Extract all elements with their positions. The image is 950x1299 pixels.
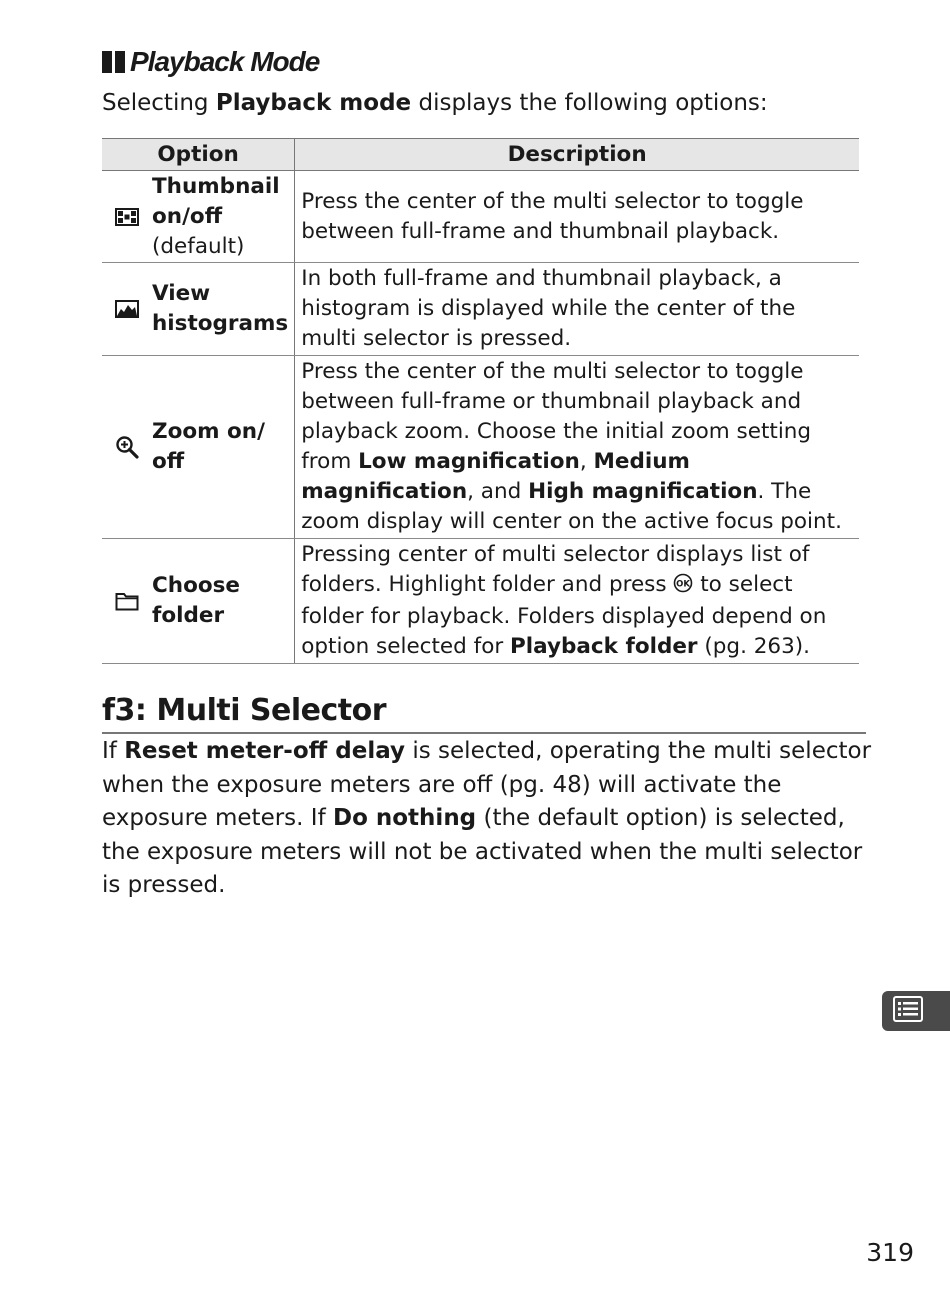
option-cell [102,263,295,356]
thumbnail-icon [114,204,140,230]
section-title: Playback Mode [130,46,320,77]
section-heading [102,46,319,78]
histogram-icon [114,296,140,322]
setup-menu-icon [893,996,923,1026]
svg-text:OK: OK [676,579,691,590]
folder-icon [114,588,140,614]
option-label: View histograms [152,281,289,336]
menu-tab-marker [882,991,950,1031]
option-label: Choose folder [152,573,241,628]
option-label: Thumbnail on/off (default) [152,173,280,259]
option-header: Option [102,139,295,171]
description-cell: Press the center of the multi selector to toggle between full-frame and thumbnail playback. [295,171,859,263]
zoom-icon [114,434,140,460]
option-cell [102,171,295,263]
intro-text: Selecting Playback mode displays the following options: [102,90,768,116]
description-header: Description [295,139,859,171]
option-label: Zoom on/ off [152,419,265,474]
table-row [102,171,859,263]
table-row [102,263,859,356]
table-row [102,539,859,664]
description-cell: Press the center of the multi selector to toggle between full-frame or thumbnail playback and playback zoom. Choose the initial zoom setting from Low magnification, Medium magnification, and High magnification. The zoom display will center on the active focus point. [295,356,859,539]
option-cell [102,539,295,664]
option-cell [102,356,295,539]
description-cell: In both full-frame and thumbnail playback, a histogram is displayed while the center of the multi selector is pressed. [295,263,859,356]
options-table [102,138,859,664]
page-number: 319 [866,1238,914,1267]
heading-marker-icon [102,51,125,73]
table-row [102,356,859,539]
f3-heading: f3: Multi Selector [102,690,866,734]
f3-body-text: If Reset meter-off delay is selected, operating the multi selector when the exposure meters are off (pg. 48) will activate the exposure meters. If Do nothing (the default option) is selected, the exposure meters will not be activated when the multi selector is pressed. [102,738,872,898]
table-header-row [102,139,859,171]
description-cell: Pressing center of multi selector displays list of folders. Highlight folder and press OK to select folder for playback. Folders displayed depend on option selected for Playback folder (pg. 263). [295,539,859,664]
ok-button-icon [673,572,693,602]
